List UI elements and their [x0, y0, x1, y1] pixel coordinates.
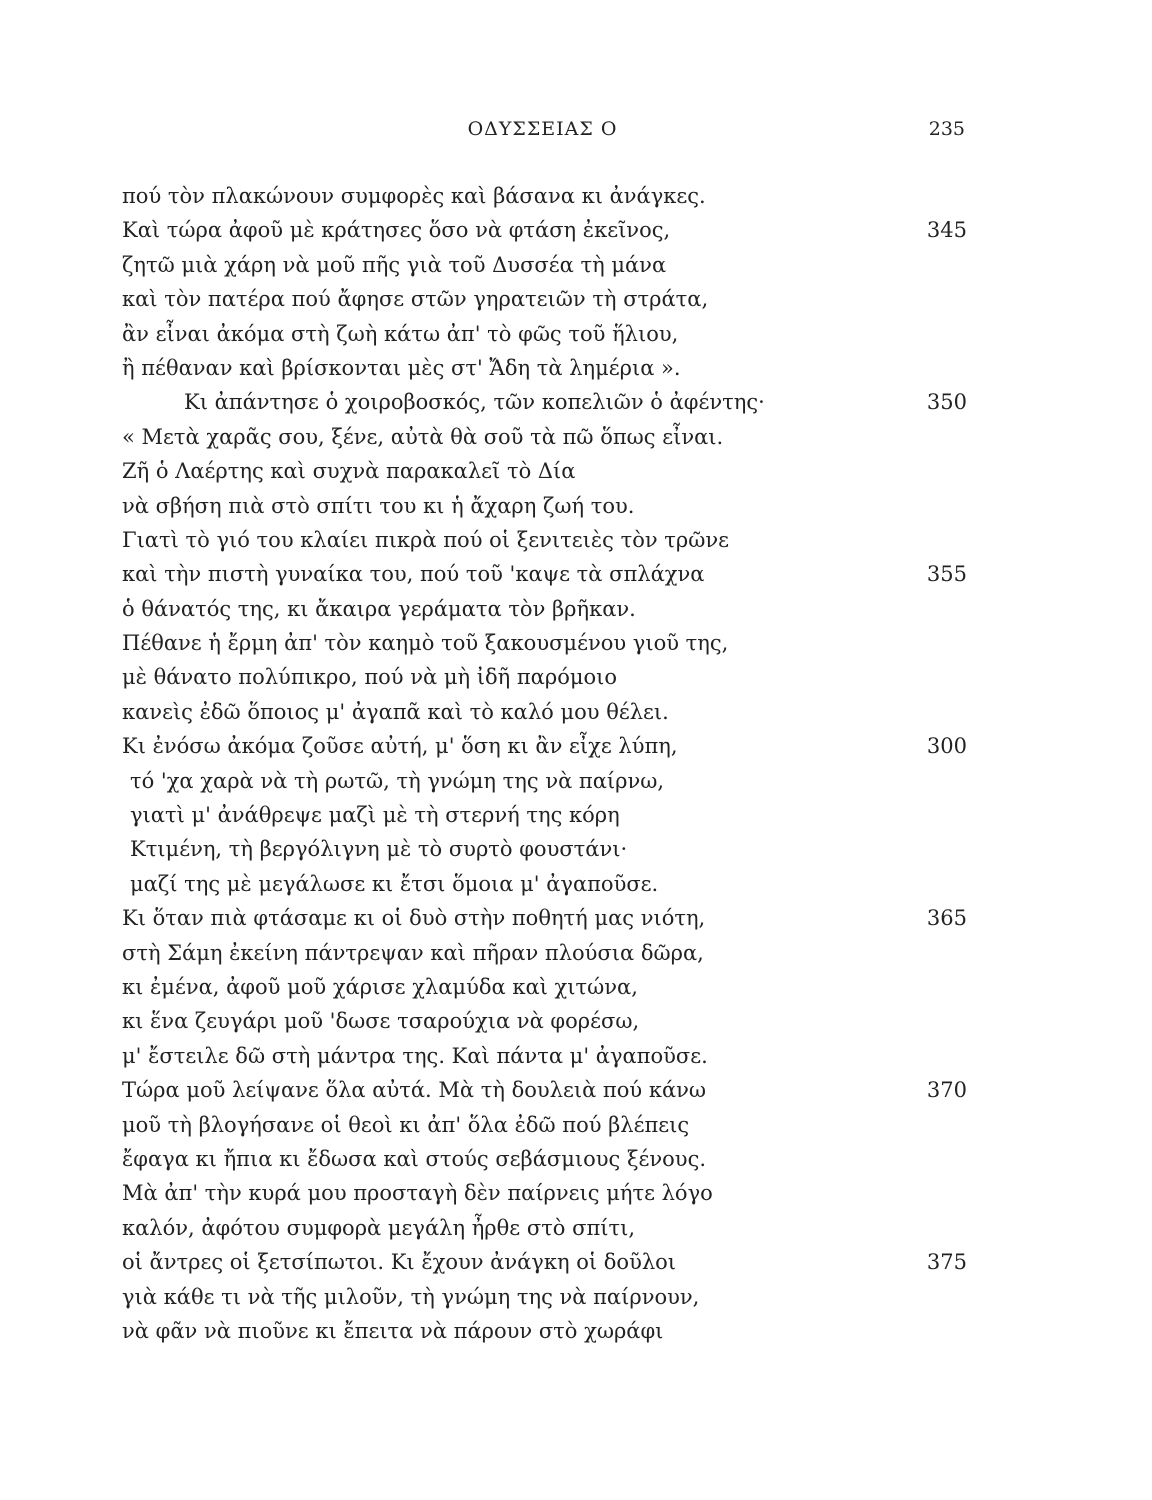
verse-line — [122, 1176, 967, 1210]
verse-line — [122, 317, 967, 351]
verse-number: 370 — [926, 1078, 967, 1103]
verse-text: νὰ σβήση πιὰ στὸ σπίτι του κι ἡ ἄχαρη ζωή του. — [122, 493, 635, 518]
verse-text: Κι ὅταν πιὰ φτάσαμε κι οἱ δυὸ στὴν ποθητή μας νιότη, — [122, 906, 706, 931]
verse-line — [122, 385, 967, 419]
verse-line — [122, 1004, 967, 1038]
verse-text: ἂν εἶναι ἀκόμα στὴ ζωὴ κάτω ἀπ' τὸ φῶς τοῦ ἥλιου, — [122, 321, 679, 346]
verse-number: 345 — [926, 218, 967, 243]
verse-text: Κτιμένη, τὴ βεργόλιγνη μὲ τὸ συρτὸ φουστάνι· — [130, 837, 628, 862]
verse-number: 350 — [926, 390, 967, 415]
page-number: 235 — [928, 118, 965, 140]
verse-line — [122, 282, 967, 316]
verse-line — [122, 695, 967, 729]
verse-text: γιὰ κάθε τι νὰ τῆς μιλοῦν, τὴ γνώμη της νὰ παίρνουν, — [122, 1284, 700, 1309]
verse-line — [122, 1108, 967, 1142]
poem-text — [122, 179, 967, 1348]
verse-line — [122, 626, 967, 660]
verse-line — [122, 660, 967, 694]
verse-line — [122, 213, 967, 247]
verse-text: Μὰ ἀπ' τὴν κυρά μου προσταγὴ δὲν παίρνεις μήτε λόγο — [122, 1181, 713, 1206]
verse-line — [122, 1073, 967, 1107]
verse-text: κι ἐμένα, ἀφοῦ μοῦ χάρισε χλαμύδα καὶ χιτώνα, — [122, 974, 638, 999]
verse-text: κανεὶς ἐδῶ ὅποιος μ' ἀγαπᾶ καὶ τὸ καλό μου θέλει. — [122, 699, 669, 724]
verse-line — [122, 248, 967, 282]
verse-text: μοῦ τὴ βλογήσανε οἱ θεοὶ κι ἀπ' ὅλα ἐδῶ πού βλέπεις — [122, 1112, 690, 1137]
verse-text: Καὶ τώρα ἀφοῦ μὲ κράτησες ὅσο νὰ φτάση ἐκεῖνος, — [122, 218, 671, 243]
verse-line — [122, 179, 967, 213]
verse-number: 375 — [926, 1250, 967, 1275]
running-title: ΟΔΥΣΣΕΙΑΣ Ο — [467, 118, 618, 140]
verse-text: Πέθανε ἡ ἔρμη ἀπ' τὸν καημὸ τοῦ ξακουσμένου γιοῦ της, — [122, 631, 729, 656]
verse-number: 365 — [926, 906, 967, 931]
verse-line — [122, 1211, 967, 1245]
verse-text: οἱ ἄντρες οἱ ξετσίπωτοι. Κι ἔχουν ἀνάγκη οἱ δοῦλοι — [122, 1250, 677, 1275]
verse-text: πού τὸν πλακώνουν συμφορὲς καὶ βάσανα κι ἀνάγκες. — [122, 184, 706, 208]
verse-text: στὴ Σάμη ἐκείνη πάντρεψαν καὶ πῆραν πλούσια δῶρα, — [122, 940, 704, 965]
verse-text: ὁ θάνατός της, κι ἄκαιρα γεράματα τὸν βρῆκαν. — [122, 596, 636, 621]
verse-text: ἔφαγα κι ἤπια κι ἔδωσα καὶ στούς σεβάσμιους ξένους. — [122, 1146, 707, 1171]
verse-line — [122, 970, 967, 1004]
verse-text: καὶ τὴν πιστὴ γυναίκα του, πού τοῦ 'καψε τὰ σπλάχνα — [122, 562, 705, 587]
verse-text: κι ἕνα ζευγάρι μοῦ 'δωσε τσαρούχια νὰ φορέσω, — [122, 1009, 640, 1034]
verse-line — [122, 1142, 967, 1176]
verse-line — [122, 1280, 967, 1314]
verse-text: « Μετὰ χαρᾶς σου, ξένε, αὐτὰ θὰ σοῦ τὰ πῶ ὅπως εἶναι. — [122, 424, 724, 449]
verse-text: τό 'χα χαρὰ νὰ τὴ ρωτῶ, τὴ γνώμη της νὰ παίρνω, — [130, 768, 665, 793]
verse-text: Γιατὶ τὸ γιό του κλαίει πικρὰ πού οἱ ξενιτειὲς τὸν τρῶνε — [122, 527, 730, 552]
running-head — [120, 118, 965, 148]
verse-line — [122, 454, 967, 488]
verse-line — [122, 798, 967, 832]
verse-line — [122, 592, 967, 626]
verse-line — [122, 557, 967, 591]
verse-text: ζητῶ μιὰ χάρη νὰ μοῦ πῆς γιὰ τοῦ Δυσσέα τὴ μάνα — [122, 252, 667, 277]
verse-line — [122, 936, 967, 970]
verse-line — [122, 523, 967, 557]
verse-number: 355 — [926, 562, 967, 587]
verse-line — [122, 729, 967, 763]
verse-line — [122, 1245, 967, 1279]
verse-text: νὰ φᾶν νὰ πιοῦνε κι ἔπειτα νὰ πάρουν στὸ χωράφι — [122, 1318, 664, 1343]
verse-line — [122, 867, 967, 901]
verse-line — [122, 1314, 967, 1348]
verse-text: Κι ἐνόσω ἀκόμα ζοῦσε αὐτή, μ' ὅση κι ἂν εἶχε λύπη, — [122, 734, 678, 759]
verse-text: μὲ θάνατο πολύπικρο, πού νὰ μὴ ἰδῆ παρόμοιο — [122, 665, 618, 690]
verse-text: μ' ἔστειλε δῶ στὴ μάντρα της. Καὶ πάντα μ' ἀγαποῦσε. — [122, 1043, 708, 1068]
verse-text: ἢ πέθαναν καὶ βρίσκονται μὲς στ' Ἄδη τὰ λημέρια ». — [122, 355, 681, 380]
verse-line — [122, 1039, 967, 1073]
verse-line — [122, 351, 967, 385]
verse-text: καὶ τὸν πατέρα πού ἄφησε στῶν γηρατειῶν τὴ στράτα, — [122, 287, 709, 312]
verse-text: γιατὶ μ' ἀνάθρεψε μαζὶ μὲ τὴ στερνή της κόρη — [130, 803, 620, 828]
verse-line — [122, 420, 967, 454]
verse-text: Κι ἀπάντησε ὁ χοιροβοσκός, τῶν κοπελιῶν ὁ ἀφέντης· — [184, 390, 765, 415]
verse-text: μαζί της μὲ μεγάλωσε κι ἔτσι ὅμοια μ' ἀγαποῦσε. — [130, 871, 659, 896]
verse-line — [122, 489, 967, 523]
verse-number: 300 — [926, 734, 967, 759]
verse-line — [122, 764, 967, 798]
verse-line — [122, 901, 967, 935]
verse-text: Ζῆ ὁ Λαέρτης καὶ συχνὰ παρακαλεῖ τὸ Δία — [122, 459, 576, 484]
verse-text: Τώρα μοῦ λείψανε ὅλα αὐτά. Μὰ τὴ δουλειὰ πού κάνω — [122, 1078, 707, 1103]
verse-line — [122, 832, 967, 866]
verse-text: καλόν, ἀφότου συμφορὰ μεγάλη ἦρθε στὸ σπίτι, — [122, 1215, 636, 1240]
